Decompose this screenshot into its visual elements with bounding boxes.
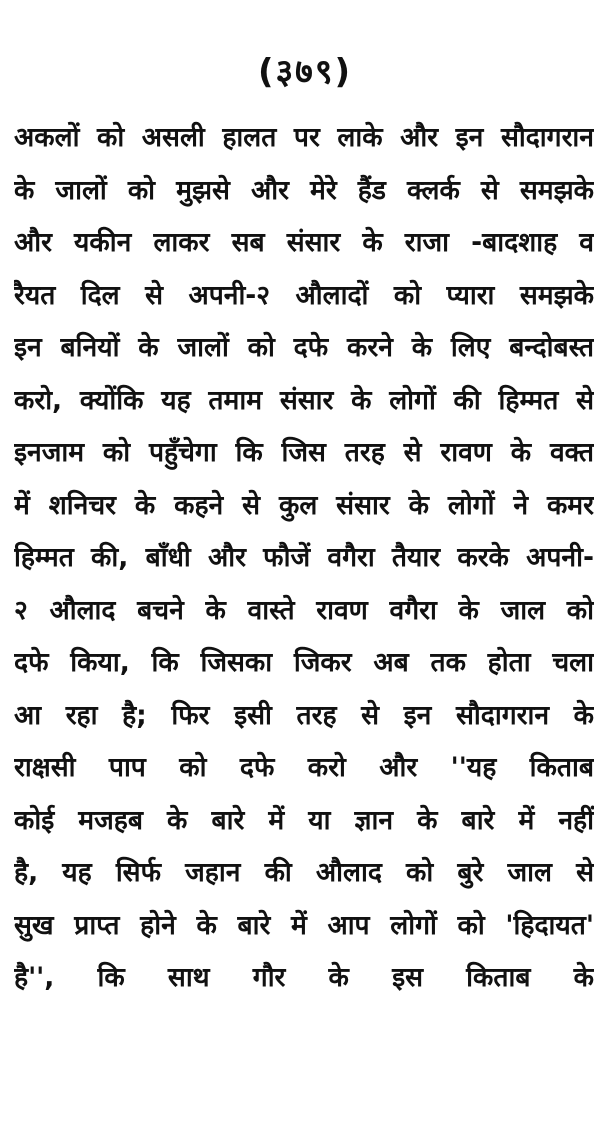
- text-line: राक्षसी पाप को दफे करो और ''यह किताब: [14, 752, 594, 783]
- text-line: सुख प्राप्त होने के बारे में आप लोगों को 'हिदायत': [14, 909, 594, 941]
- text-line: हिम्मत की, बाँधी और फौजें वगैरा तैयार करके अपनी-: [14, 542, 594, 573]
- text-line: दफे किया, कि जिसका जिकर अब तक होता चला: [14, 647, 594, 678]
- text-line: कोई मजहब के बारे में या ज्ञान के बारे में नहीं: [14, 804, 594, 836]
- text-line: इन बनियों के जालों को दफे करने के लिए बन्दोबस्त: [14, 332, 594, 363]
- text-line: रैयत दिल से अपनी-२ औलादों को प्यारा समझके: [14, 279, 594, 311]
- text-line: है, यह सिर्फ जहान की औलाद को बुरे जाल से: [14, 857, 594, 888]
- body-text: [14, 112, 594, 1005]
- text-line: है'', कि साथ गौर के इस किताब के: [14, 962, 594, 993]
- text-line: अकलों को असली हालत पर लाके और इन सौदागरान: [14, 122, 594, 153]
- text-line: के जालों को मुझसे और मेरे हैंड क्लर्क से समझके: [14, 174, 594, 206]
- text-line: आ रहा है; फिर इसी तरह से इन सौदागरान के: [14, 699, 594, 731]
- text-line: २ औलाद बचने के वास्ते रावण वगैरा के जाल को: [14, 594, 594, 626]
- text-line: और यकीन लाकर सब संसार के राजा -बादशाह व: [14, 227, 594, 258]
- page-number: (३७९): [257, 52, 353, 92]
- text-line: इनजाम को पहुँचेगा कि जिस तरह से रावण के वक्त: [14, 437, 594, 468]
- text-line: में शनिचर के कहने से कुल संसार के लोगों ने कमर: [14, 489, 594, 521]
- text-line: करो, क्योंकि यह तमाम संसार के लोगों की हिम्मत से: [14, 384, 594, 416]
